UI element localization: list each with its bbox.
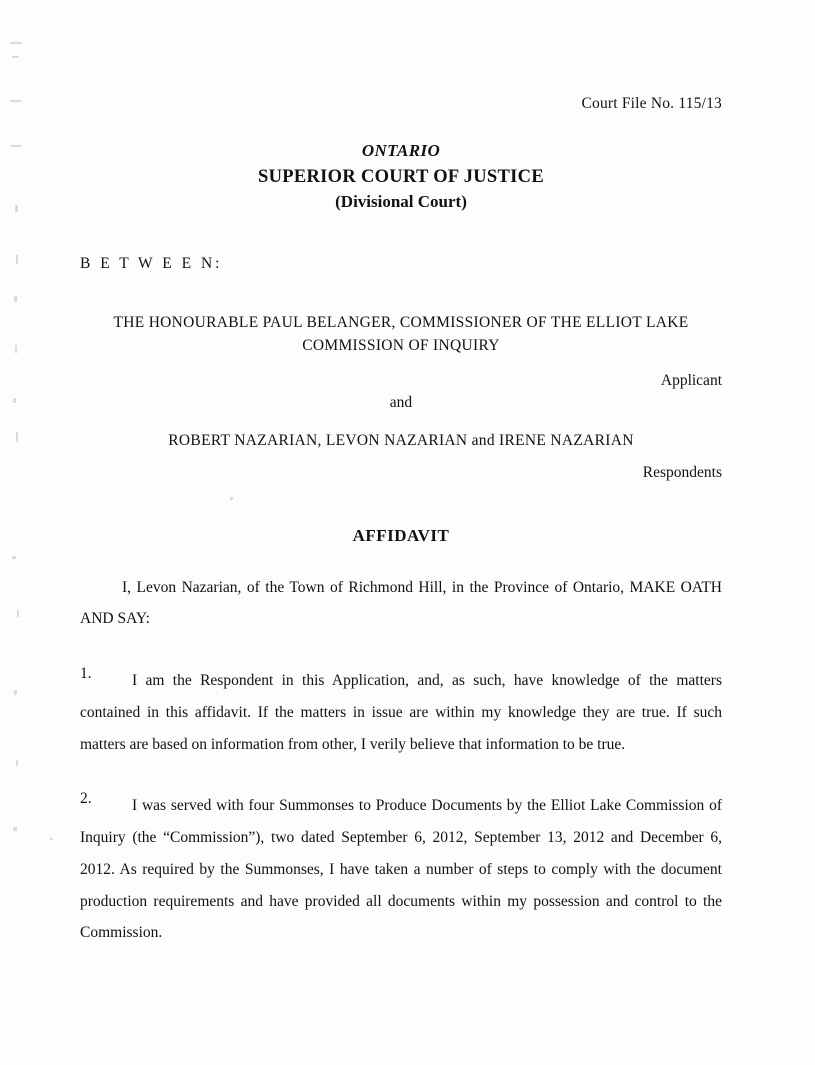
numbered-paragraph-2 (80, 790, 722, 949)
affidavit-intro: I, Levon Nazarian, of the Town of Richmond Hill, in the Province of Ontario, MAKE OATH AND SAY: (80, 578, 722, 628)
applicant-role: Applicant (660, 371, 722, 389)
paragraph-number: 2. (80, 790, 92, 808)
heading-division: (Divisional Court) (335, 192, 467, 212)
scan-artifacts (0, 0, 30, 1065)
heading-court: SUPERIOR COURT OF JUSTICE (258, 166, 544, 187)
document-body (80, 95, 722, 949)
court-heading (80, 139, 722, 215)
respondent-names: ROBERT NAZARIAN, LEVON NAZARIAN and IRENE NAZARIAN (168, 431, 634, 449)
respondent-role: Respondents (642, 463, 722, 481)
paragraph-text: I was served with four Summonses to Produce Documents by the Elliot Lake Commission of Inquiry (the “Commission”), two dated September 6, 2012, September 13, 2012 and December 6, 2012. As required by the Summonses, I have taken a number of steps to comply with the document production requirements and have provided all documents within my possession and control to the Commission. (80, 797, 722, 942)
heading-jurisdiction: ONTARIO (361, 141, 441, 160)
applicant-name: THE HONOURABLE PAUL BELANGER, COMMISSIONER OF THE ELLIOT LAKE COMMISSION OF INQUIRY (113, 314, 689, 355)
court-file-number: Court File No. 115/13 (581, 95, 722, 112)
between-label: B E T W E E N: (80, 255, 223, 273)
paragraph-number: 1. (80, 665, 92, 683)
paragraph-text: I am the Respondent in this Application, and, as such, have knowledge of the matters contained in this affidavit. If the matters in issue are within my knowledge they are true. If such matters are based on information from other, I verily believe that information to be true. (80, 672, 722, 753)
numbered-paragraph-1 (80, 665, 722, 760)
document-title: AFFIDAVIT (352, 525, 450, 545)
and-label: and (389, 393, 413, 411)
